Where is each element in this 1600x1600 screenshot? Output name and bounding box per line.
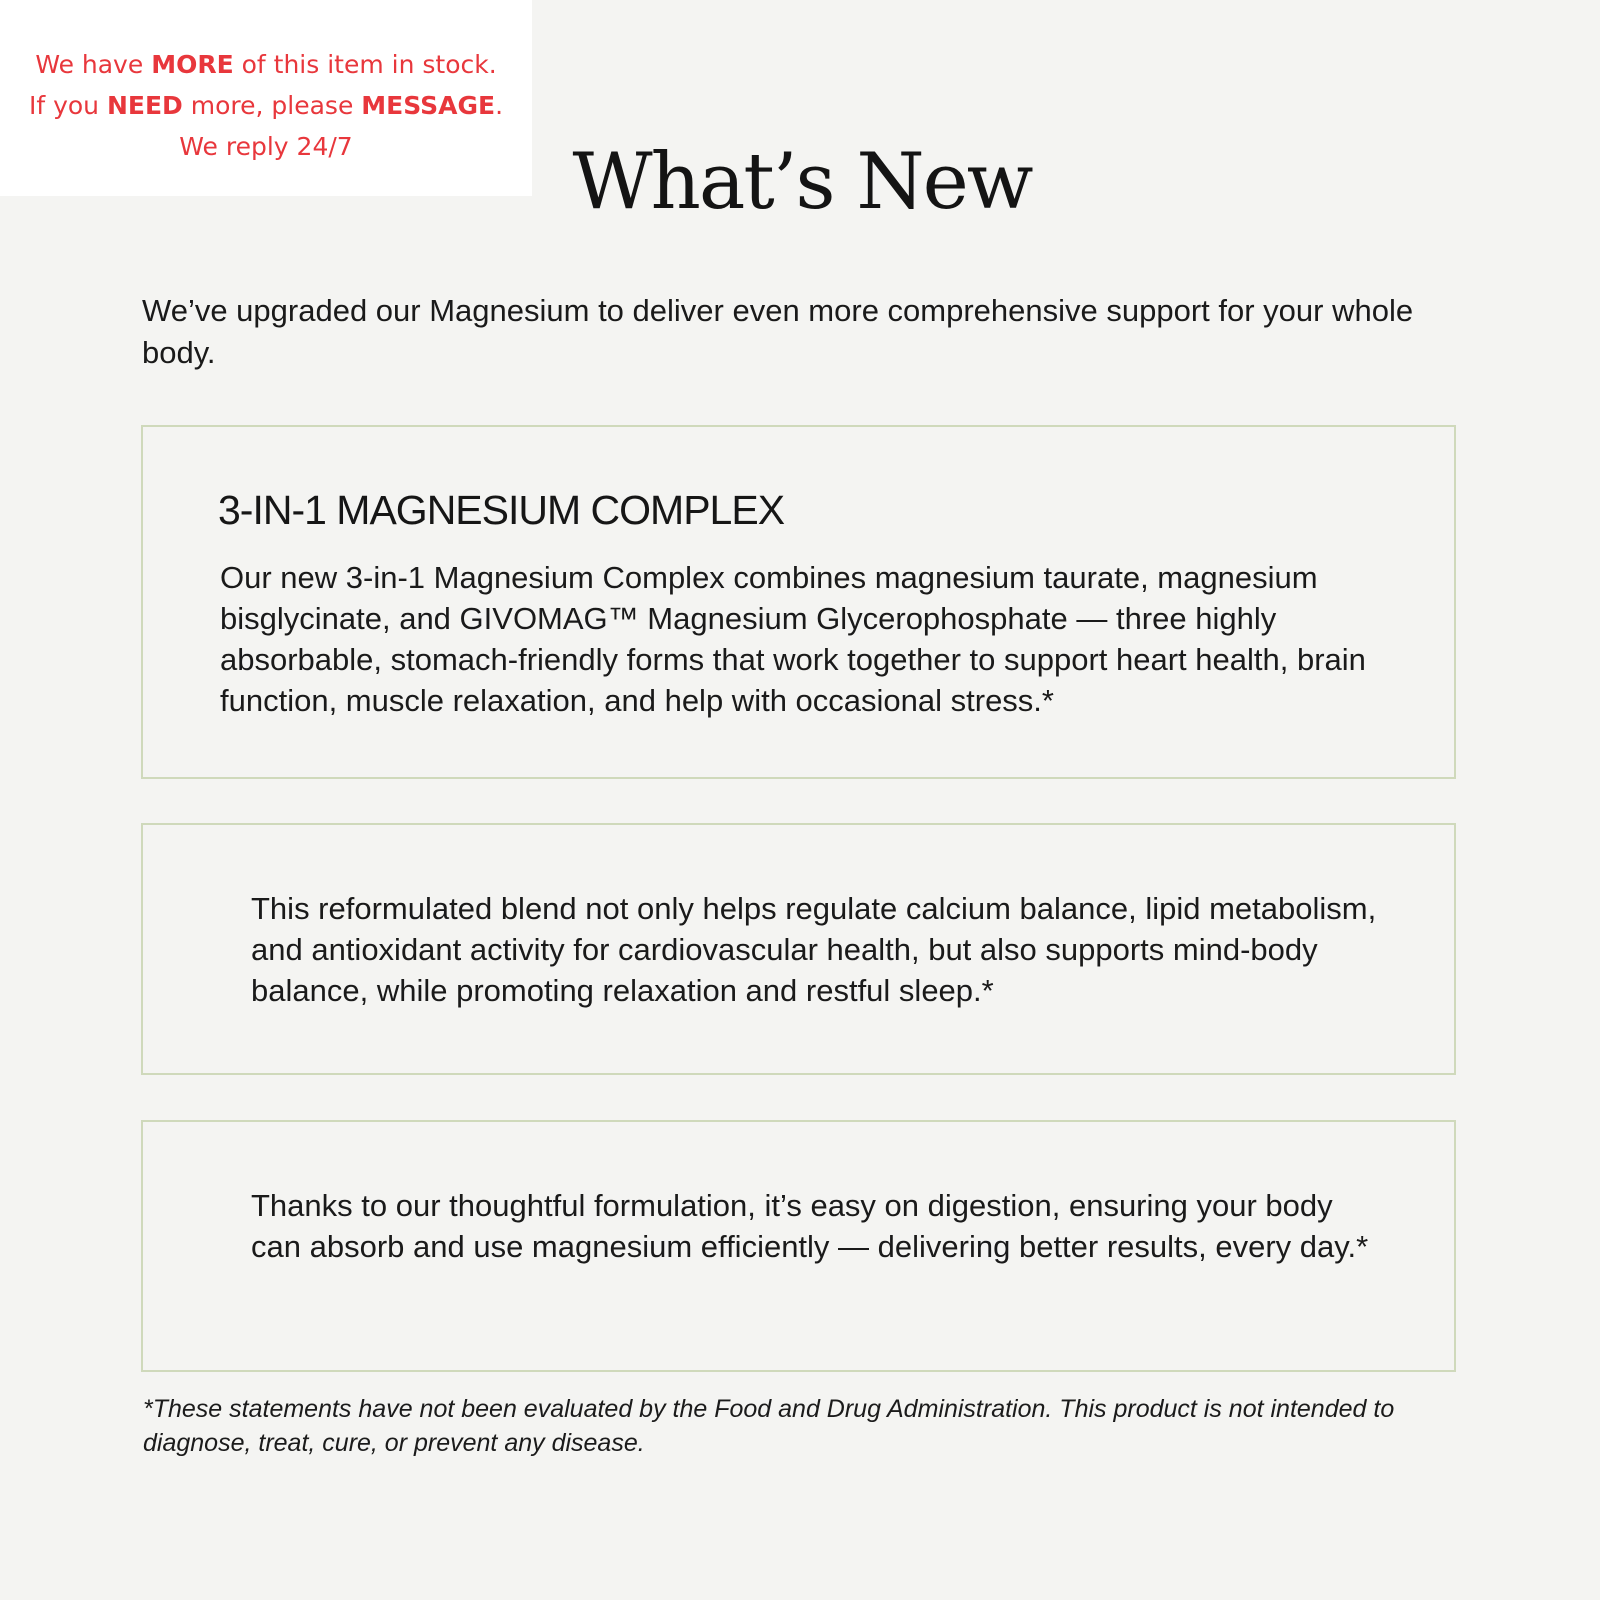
stock-notice-line-3: We reply 24/7 [179, 132, 353, 161]
stock-notice-text: We have [35, 50, 152, 79]
page-title: What’s New [572, 137, 1032, 227]
intro-paragraph: We’ve upgraded our Magnesium to deliver even more comprehensive support for your whole body. [142, 293, 1414, 370]
stock-notice-emphasis: MORE [151, 50, 234, 79]
stock-notice-text: . [495, 91, 504, 120]
card-text: This reformulated blend not only helps regulate calcium balance, lipid metabolism, and antioxidant activity for cardiovascular health, but also supports mind-body balance, while promoting relaxation and restful sleep.* [251, 891, 1377, 1008]
fda-disclaimer: *These statements have not been evaluated by the Food and Drug Administration. This product is not intended to diagnose, treat, cure, or prevent any disease. [143, 1395, 1395, 1457]
feature-card-digestion [141, 1120, 1456, 1372]
stock-notice-text: of this item in stock. [233, 50, 497, 79]
card-text: Our new 3-in-1 Magnesium Complex combines magnesium taurate, magnesium bisglycinate, and GIVOMAG™ Magnesium Glycerophosphate — three highly absorbable, stomach-friendly forms that work together to support heart health, brain function, muscle relaxation, and help with occasional stress.* [220, 560, 1366, 718]
stock-notice-emphasis: NEED [106, 91, 183, 120]
card-text: Thanks to our thoughtful formulation, it’s easy on digestion, ensuring your body can absorb and use magnesium efficiently — delivering better results, every day.* [251, 1188, 1369, 1264]
feature-card-complex [141, 425, 1456, 779]
stock-notice-emphasis: MESSAGE [361, 91, 496, 120]
stock-notice-text: If you [28, 91, 107, 120]
card-heading: 3-IN-1 MAGNESIUM COMPLEX [218, 487, 785, 533]
feature-card-blend [141, 823, 1456, 1075]
stock-notice-text: more, please [182, 91, 362, 120]
stock-notice-line-1 [0, 44, 532, 85]
stock-notice-line-2 [0, 85, 532, 126]
